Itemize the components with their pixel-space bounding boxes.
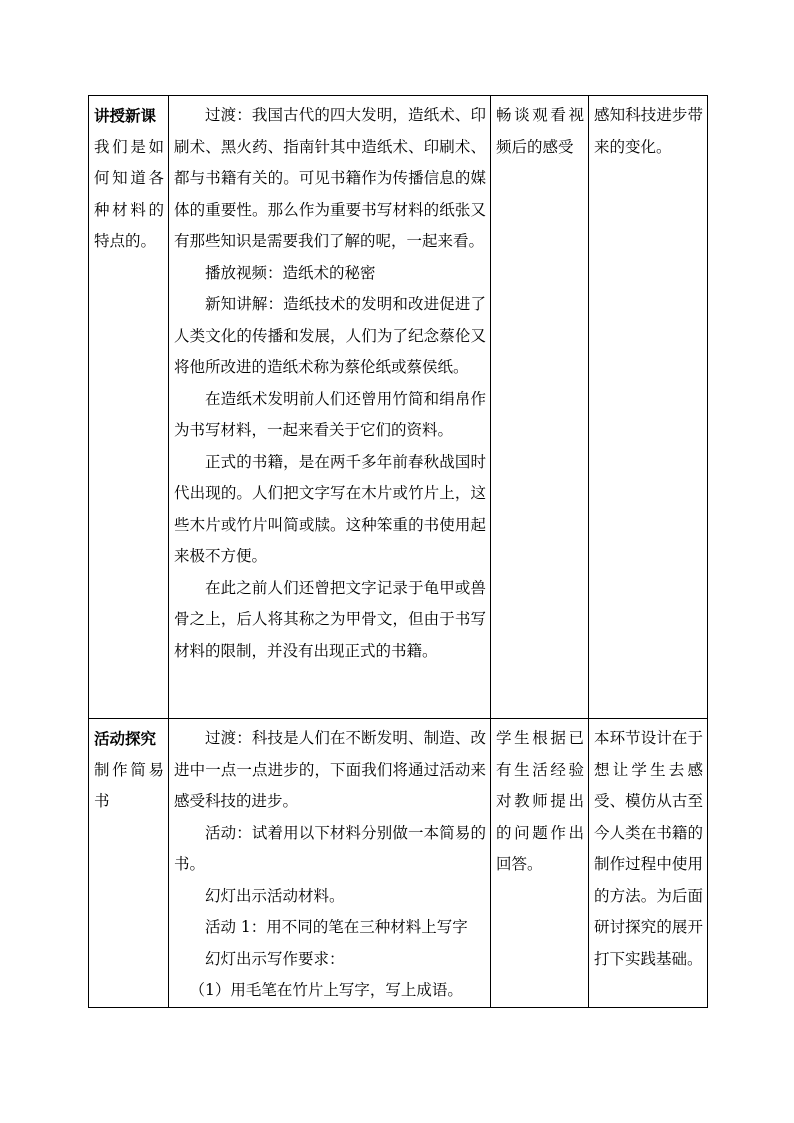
- stage-description: 我们是如何知道各种材料的特点的。: [94, 137, 164, 250]
- stage-description: 制作简易书: [94, 760, 164, 810]
- design-intent-cell: [589, 719, 708, 1008]
- paragraph: 活动 1：用不同的笔在三种材料上写字: [205, 918, 468, 936]
- table-row: [89, 719, 708, 1008]
- design-intent-text: 本环节设计在于想让学生去感受、模仿从古至今人类在书籍的制作过程中使用的方法。为后面研讨探究的展开打下实践基础。: [594, 729, 703, 968]
- paragraph: 新知讲解：造纸技术的发明和改进促进了人类文化的传播和发展，人们为了纪念蔡伦又将他所改进的造纸术称为蔡伦纸或蔡侯纸。: [174, 295, 486, 376]
- student-activity-text: 畅谈观看视频后的感受: [496, 106, 584, 156]
- paragraph: 播放视频：造纸术的秘密: [205, 263, 376, 282]
- student-activity-cell: [491, 719, 589, 1008]
- table-row: [89, 96, 708, 719]
- stage-title: 讲授新课: [94, 106, 157, 125]
- paragraph: 幻灯出示活动材料。: [205, 886, 345, 905]
- design-intent-cell: [589, 96, 708, 719]
- paragraph: 在造纸术发明前人们还曾用竹简和绢帛作为书写材料，一起来看关于它们的资料。: [174, 389, 486, 439]
- paragraph: 过渡：我国古代的四大发明，造纸术、印刷术、黑火药、指南针其中造纸术、印刷术、都与书籍有关的。可见书籍作为传播信息的媒体的重要性。那么作为重要书写材料的纸张又有那些知识是需要我们了解的呢，一起来看。: [174, 106, 486, 250]
- teacher-activity-cell: [169, 96, 491, 719]
- student-activity-text: 学生根据已有生活经验对教师提出的问题作出回答。: [496, 729, 584, 873]
- stage-cell: [89, 719, 169, 1008]
- paragraph: 过渡：科技是人们在不断发明、制造、改进中一点一点进步的，下面我们将通过活动来感受科技的进步。: [174, 729, 486, 810]
- student-activity-cell: [491, 96, 589, 719]
- paragraph: 在此之前人们还曾把文字记录于龟甲或兽骨之上，后人将其称之为甲骨文，但由于书写材料的限制，并没有出现正式的书籍。: [174, 578, 486, 660]
- teacher-activity-cell: [169, 719, 491, 1008]
- stage-cell: [89, 96, 169, 719]
- lesson-plan-table: [88, 95, 708, 1008]
- paragraph: （1）用毛笔在竹片上写字，写上成语。: [189, 981, 463, 999]
- paragraph: 幻灯出示写作要求：: [205, 949, 345, 968]
- design-intent-text: 感知科技进步带来的变化。: [594, 106, 703, 156]
- paragraph: 正式的书籍，是在两千多年前春秋战国时代出现的。人们把文字写在木片或竹片上，这些木片或竹片叫简或牍。这种笨重的书使用起来极不方便。: [174, 452, 486, 565]
- stage-title: 活动探究: [94, 729, 157, 748]
- paragraph: 活动：试着用以下材料分别做一本简易的书。: [174, 823, 486, 873]
